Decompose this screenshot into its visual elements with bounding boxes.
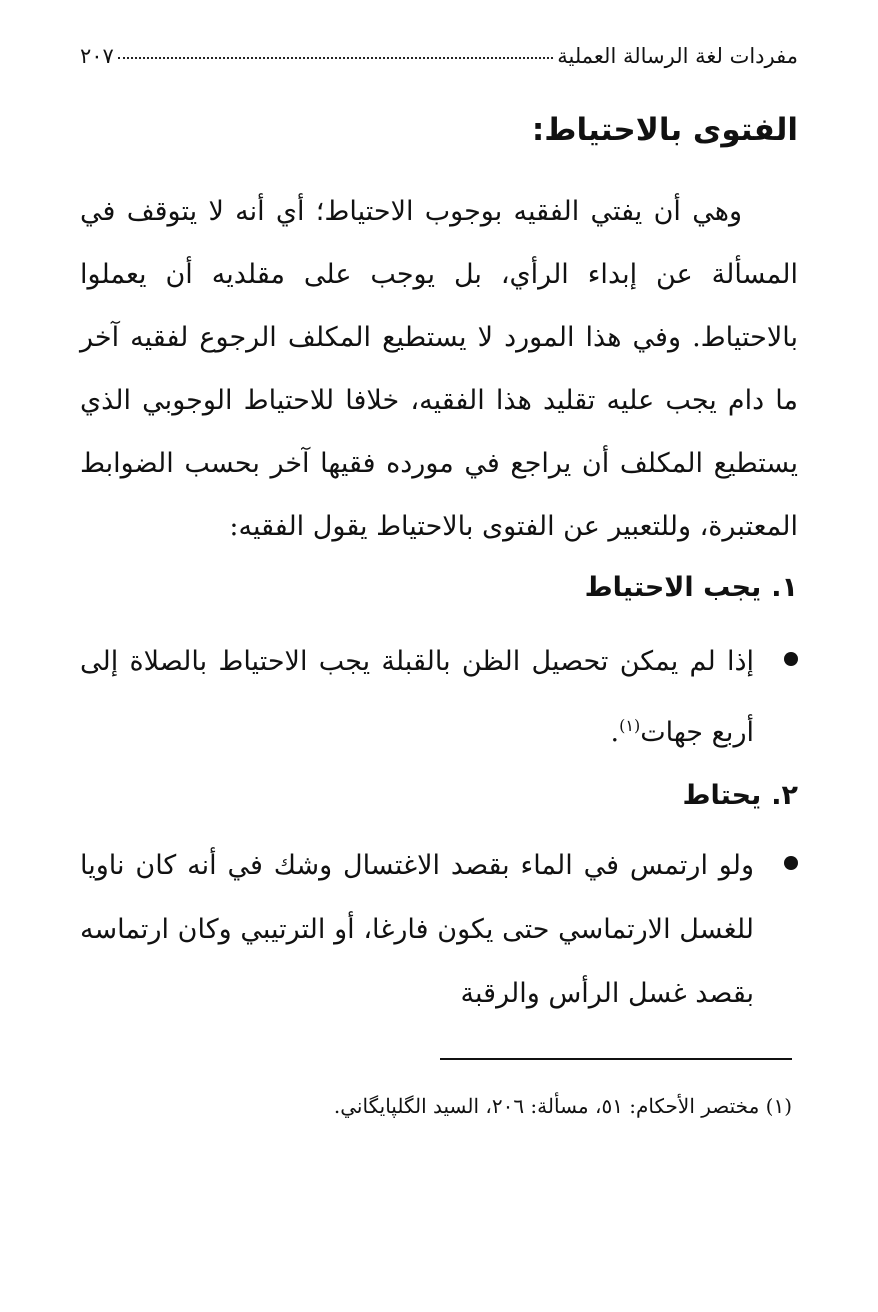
header-title: مفردات لغة الرسالة العملية [557,44,798,68]
bullet-end: . [610,717,620,748]
item-heading-2 [682,780,798,811]
bullet-body: إذا لم يمكن تحصيل الظن بالقبلة يجب الاحتياط بالصلاة إلى أربع جهات [80,646,754,748]
header-dot-leader [118,57,553,59]
footnote-divider [440,1058,792,1060]
bullet-dot-icon [784,856,798,870]
item-number: ١. [771,572,798,603]
bullet-dot-icon [784,652,798,666]
page-number: ٢٠٧ [80,44,114,68]
item-title: يحتاط [682,780,762,811]
item-title: يجب الاحتياط [584,572,762,603]
intro-paragraph: وهي أن يفتي الفقيه بوجوب الاحتياط؛ أي أنه لا يتوقف في المسألة عن إبداء الرأي، بل يوجب على مقلديه أن يعملوا بالاحتياط. وفي هذا المورد لا يستطيع المكلف الرجوع لفقيه آخر ما دام يجب عليه تقليد هذا الفقيه، خلافا للاحتياط الوجوبي الذي يستطيع المكلف أن يراجع في مورده فقيها آخر بحسب الضوابط المعتبرة، وللتعبير عن الفتوى بالاحتياط يقول الفقيه: [80,196,798,542]
bullet-item-2 [80,834,798,1026]
intro-paragraph-block [80,180,798,558]
footnote-ref: (١) [619,716,641,735]
bullet-text [80,630,754,765]
item-heading-1 [585,572,798,603]
bullet-text: ولو ارتمس في الماء بقصد الاغتسال وشك في أنه كان ناويا للغسل الارتماسي حتى يكون فارغا، أو الترتيبي وكان ارتماسه بقصد غسل الرأس والرقبة [80,850,754,1009]
bullet-item-1 [80,630,798,765]
footnote: (١) مختصر الأحكام: ٥١، مسألة: ٢٠٦، السيد الگلپايگاني. [333,1094,792,1118]
running-header [80,44,798,69]
item-number: ٢. [771,780,798,811]
section-title: الفتوى بالاحتياط: [531,112,798,148]
